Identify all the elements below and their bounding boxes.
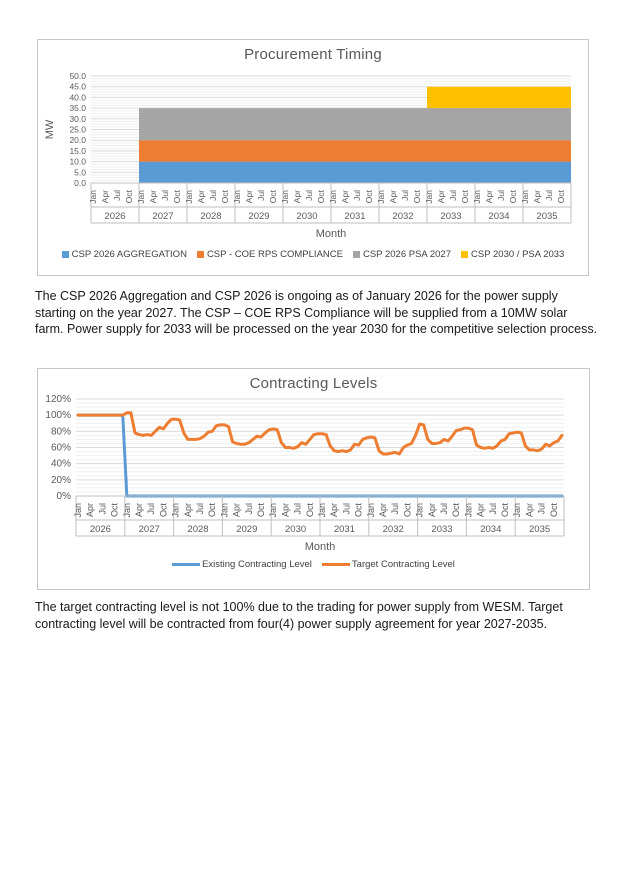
x-tick-label: Apr (388, 190, 398, 204)
x-tick-label: Oct (220, 190, 230, 204)
x-tick-label: Jan (414, 503, 425, 518)
x-tick-label: Jan (268, 503, 279, 518)
year-label: 2029 (248, 211, 270, 222)
x-tick-label: Oct (548, 503, 559, 518)
chart-plot-area (38, 40, 589, 246)
x-tick-label: Oct (508, 190, 518, 204)
legend-swatch-icon (353, 251, 360, 258)
x-tick-label: Jan (376, 190, 386, 204)
x-tick-label: Jan (463, 503, 474, 518)
x-tick-label: Jan (136, 190, 146, 204)
y-tick-label: 80% (50, 426, 71, 438)
x-tick-label: Apr (475, 503, 486, 518)
x-tick-label: Apr (436, 190, 446, 204)
legend-label: Existing Contracting Level (202, 559, 312, 570)
legend-item (353, 249, 451, 260)
x-tick-label: Jul (352, 190, 362, 201)
x-tick-label: Jul (304, 190, 314, 201)
year-label: 2026 (104, 211, 126, 222)
x-tick-label: Oct (460, 190, 470, 204)
legend-item (322, 559, 455, 570)
series-area (91, 162, 571, 183)
x-tick-label: Jan (170, 503, 181, 518)
year-label: 2031 (333, 524, 355, 535)
x-tick-label: Apr (532, 190, 542, 204)
procurement-timing-chart (37, 39, 589, 276)
y-tick-label: 35.0 (69, 103, 86, 114)
year-label: 2032 (392, 211, 414, 222)
x-tick-label: Oct (451, 503, 462, 518)
chart-legend (38, 559, 589, 570)
legend-swatch-icon (62, 251, 69, 258)
y-tick-label: 0.0 (74, 178, 86, 188)
x-tick-label: Oct (353, 503, 364, 518)
y-tick-label: 100% (45, 410, 71, 422)
legend-item (461, 249, 564, 260)
year-label: 2034 (488, 211, 510, 222)
x-tick-label: Jan (328, 190, 338, 204)
x-tick-label: Oct (304, 503, 315, 518)
x-tick-label: Jul (195, 503, 206, 515)
x-tick-label: Oct (207, 503, 218, 518)
x-tick-label: Jul (536, 502, 547, 515)
x-tick-label: Jul (208, 190, 218, 201)
y-tick-label: 0% (56, 491, 71, 502)
x-tick-label: Oct (364, 190, 374, 204)
x-tick-label: Jul (256, 190, 266, 201)
year-label: 2031 (344, 211, 366, 222)
x-tick-label: Jan (280, 190, 290, 204)
y-tick-label: 45.0 (69, 81, 86, 92)
x-tick-label: Jul (160, 190, 170, 201)
x-tick-label: Apr (378, 503, 389, 518)
chart-legend (38, 249, 588, 260)
x-tick-label: Jan (512, 503, 523, 518)
x-tick-label: Jan (184, 190, 194, 204)
year-label: 2028 (187, 524, 209, 535)
x-tick-label: Apr (484, 190, 494, 204)
x-tick-label: Jan (472, 190, 482, 204)
x-tick-label: Jul (400, 190, 410, 201)
legend-label: CSP 2026 AGGREGATION (71, 249, 187, 260)
year-label: 2034 (480, 524, 502, 535)
year-label: 2027 (152, 211, 174, 222)
x-tick-label: Jan (121, 503, 132, 518)
x-tick-label: Oct (556, 190, 566, 204)
year-label: 2029 (236, 524, 258, 535)
x-tick-label: Jul (341, 503, 352, 515)
x-tick-label: Apr (85, 503, 96, 518)
x-tick-label: Oct (172, 190, 182, 204)
year-label: 2027 (138, 524, 160, 535)
legend-swatch-icon (461, 251, 468, 258)
x-tick-label: Oct (316, 190, 326, 204)
y-tick-label: 25.0 (69, 124, 86, 135)
x-tick-label: Oct (268, 190, 278, 204)
y-tick-label: 10.0 (69, 156, 86, 167)
x-tick-label: Jan (88, 190, 98, 204)
legend-label: CSP 2026 PSA 2027 (362, 249, 452, 260)
procurement-note-paragraph: The CSP 2026 Aggregation and CSP 2026 is ongoing as of January 2026 for the power supply starting on the year 2027. The CSP – COE RPS Compliance will be supplied from a 10MW solar farm. Power supply for 2033 will be processed on the year 2030 for the competitive selection process. (35, 289, 598, 336)
x-tick-label: Apr (196, 190, 206, 204)
x-tick-label: Jul (390, 503, 401, 515)
x-tick-label: Jan (424, 190, 434, 204)
x-tick-label: Jul (146, 503, 157, 515)
year-label: 2030 (296, 211, 318, 222)
legend-swatch-icon (322, 563, 350, 566)
x-tick-label: Apr (100, 190, 110, 204)
y-tick-label: 60% (50, 442, 71, 454)
x-tick-label: Apr (426, 503, 437, 518)
y-tick-label: 5.0 (74, 167, 86, 178)
year-label: 2028 (200, 211, 222, 222)
legend-swatch-icon (172, 563, 200, 566)
x-tick-label: Oct (109, 503, 120, 518)
x-tick-label: Oct (402, 503, 413, 518)
x-tick-label: Jan (317, 503, 328, 518)
x-tick-label: Apr (340, 190, 350, 204)
legend-item (172, 559, 312, 570)
x-tick-label: Apr (244, 190, 254, 204)
x-tick-label: Oct (124, 190, 134, 204)
y-tick-label: 40% (50, 458, 71, 470)
x-tick-label: Jan (520, 190, 530, 204)
year-label: 2035 (536, 211, 558, 222)
x-tick-label: Oct (500, 503, 511, 518)
year-label: 2026 (89, 524, 111, 535)
legend-swatch-icon (197, 251, 204, 258)
y-tick-label: 20.0 (69, 135, 86, 146)
x-tick-label: Apr (231, 503, 242, 518)
x-tick-label: Jan (232, 190, 242, 204)
x-tick-label: Oct (158, 503, 169, 518)
contracting-note-paragraph: The target contracting level is not 100% due to the trading for power supply from WESM. Target contracting level will be contracted from four(4) power supply agreement for year 2027-2035. (35, 600, 563, 631)
y-tick-label: 20% (50, 474, 71, 486)
x-tick-label: Jul (97, 503, 108, 515)
chart-plot-area (38, 369, 590, 555)
legend-label: CSP - COE RPS COMPLIANCE (206, 249, 343, 260)
x-tick-label: Jul (439, 503, 450, 515)
x-tick-label: Jul (112, 190, 122, 201)
x-tick-label: Apr (329, 503, 340, 518)
x-tick-label: Jul (544, 190, 554, 201)
year-label: 2033 (431, 524, 453, 535)
y-axis-title: MW (44, 119, 56, 140)
contracting-levels-chart (37, 368, 590, 590)
x-tick-label: Jul (292, 503, 303, 515)
x-tick-label: Jul (243, 503, 254, 515)
x-tick-label: Jul (487, 503, 498, 515)
chart-title: Procurement Timing (244, 46, 382, 63)
year-label: 2030 (285, 524, 307, 535)
x-tick-label: Apr (280, 503, 291, 518)
x-tick-label: Jul (448, 190, 458, 201)
x-tick-label: Jul (496, 190, 506, 201)
x-tick-label: Jan (365, 503, 376, 518)
legend-item (62, 249, 187, 260)
x-tick-label: Oct (412, 190, 422, 204)
x-tick-label: Apr (182, 503, 193, 518)
y-tick-label: 15.0 (69, 145, 86, 156)
x-tick-label: Apr (148, 190, 158, 204)
legend-label: Target Contracting Level (351, 559, 455, 570)
x-tick-label: Apr (292, 190, 302, 204)
year-label: 2035 (529, 524, 551, 535)
year-label: 2033 (440, 211, 462, 222)
y-tick-label: 30.0 (69, 113, 86, 124)
y-tick-label: 40.0 (69, 92, 86, 103)
legend-item (197, 249, 343, 260)
x-tick-label: Apr (134, 503, 145, 518)
year-label: 2032 (382, 524, 404, 535)
x-tick-label: Jan (73, 503, 84, 518)
y-tick-label: 120% (45, 394, 71, 405)
y-tick-label: 50.0 (69, 71, 86, 81)
legend-label: CSP 2030 / PSA 2033 (471, 249, 565, 260)
x-axis-title: Month (304, 541, 336, 553)
x-axis-title: Month (315, 228, 347, 240)
x-tick-label: Jan (219, 503, 230, 518)
x-tick-label: Apr (524, 503, 535, 518)
chart-title: Contracting Levels (249, 375, 378, 392)
x-tick-label: Oct (256, 503, 267, 518)
